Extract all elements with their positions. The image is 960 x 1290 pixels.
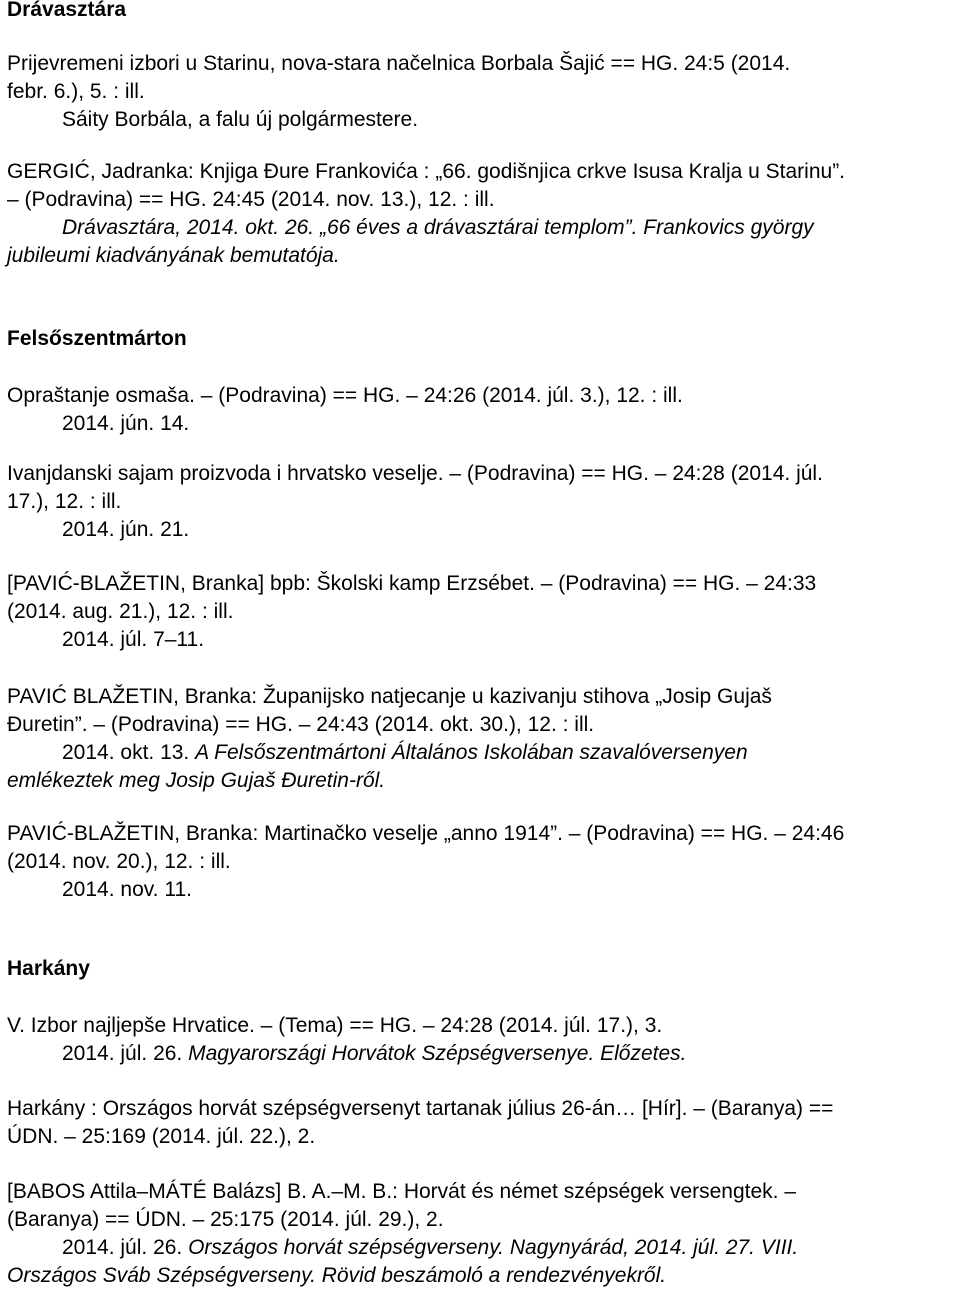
entry-line: Harkány : Országos horvát szépségversenyt tartanak július 26-án… [Hír]. – (Baranya) == [7, 1097, 834, 1120]
entry-line: PAVIĆ-BLAŽETIN, Branka: Martinačko veselje „anno 1914”. – (Podravina) == HG. – 24:46 [7, 822, 845, 845]
entry-line-mixed [7, 1040, 953, 1068]
entry-line: 17.), 12. : ill. [7, 490, 122, 513]
entry-line: 2014. jún. 14. [62, 412, 190, 435]
entry-horvat-es-nemet-szepsegek [7, 1178, 953, 1290]
entry-line: Országos Sváb Szépségverseny. Rövid beszámoló a rendezvényekről. [7, 1264, 667, 1287]
entry-skolski-kamp [7, 570, 953, 654]
entry-line: emlékeztek meg Josip Gujaš Đuretin-ről. [7, 769, 386, 792]
entry-line-mixed [7, 1234, 953, 1262]
entry-line: (2014. aug. 21.), 12. : ill. [7, 600, 234, 623]
entry-martinacko-veselje [7, 820, 953, 904]
entry-line: jubileumi kiadványának bemutatója. [7, 244, 340, 267]
entry-line: 2014. nov. 11. [62, 878, 192, 901]
entry-line: V. Izbor najljepše Hrvatice. – (Tema) == HG. – 24:28 (2014. júl. 17.), 3. [7, 1014, 663, 1037]
entry-line: Sáity Borbála, a falu új polgármestere. [62, 108, 419, 131]
entry-line: (2014. nov. 20.), 12. : ill. [7, 850, 231, 873]
entry-line: PAVIĆ BLAŽETIN, Branka: Županijsko natjecanje u kazivanju stihova „Josip Gujaš [7, 685, 772, 708]
entry-line: – (Podravina) == HG. 24:45 (2014. nov. 13.), 12. : ill. [7, 188, 495, 211]
entry-line: 2014. jún. 21. [62, 518, 190, 541]
entry-zupanijsko-natjecanje [7, 683, 953, 795]
entry-line: [PAVIĆ-BLAŽETIN, Branka] bpb: Školski kamp Erzsébet. – (Podravina) == HG. – 24:33 [7, 572, 817, 595]
entry-line-mixed [7, 739, 953, 767]
section-title-felsoszentmarton: Felsőszentmárton [7, 327, 187, 350]
entry-date: 2014. okt. 13. [62, 741, 196, 764]
section-title-harkany: Harkány [7, 957, 90, 980]
entry-gergic-knjiga [7, 158, 953, 270]
entry-annotation: Országos horvát szépségverseny. Nagynyárád, 2014. júl. 27. VIII. [188, 1236, 799, 1259]
section-title-dravasztara: Drávasztára [7, 0, 127, 21]
entry-prijevremeni-izbori [7, 50, 953, 134]
entry-ivanjdanski-sajam [7, 460, 953, 544]
entry-line: GERGIĆ, Jadranka: Knjiga Đure Frankovića : „66. godišnjica crkve Isusa Kralja u Starinu”. [7, 160, 846, 183]
entry-line: Prijevremeni izbori u Starinu, nova-stara načelnica Borbala Šajić == HG. 24:5 (2014. [7, 52, 791, 75]
entry-line: Ivanjdanski sajam proizvoda i hrvatsko veselje. – (Podravina) == HG. – 24:28 (2014. júl. [7, 462, 823, 485]
entry-line: ÚDN. – 25:169 (2014. júl. 22.), 2. [7, 1125, 316, 1148]
entry-oprastanje-osmasa [7, 382, 953, 438]
entry-line: febr. 6.), 5. : ill. [7, 80, 145, 103]
entry-orszagos-horvat-szepsegverseny [7, 1095, 953, 1151]
entry-annotation: A Felsőszentmártoni Általános Iskolában szavalóversenyen [195, 741, 748, 764]
entry-annotation: Magyarországi Horvátok Szépségversenye. Előzetes. [188, 1042, 687, 1065]
entry-line: Drávasztára, 2014. okt. 26. „66 éves a drávasztárai templom”. Frankovics györgy [62, 216, 814, 239]
entry-line: Đuretin”. – (Podravina) == HG. – 24:43 (2014. okt. 30.), 12. : ill. [7, 713, 595, 736]
entry-line: 2014. júl. 7–11. [62, 628, 205, 651]
entry-date: 2014. júl. 26. [62, 1236, 189, 1259]
entry-date: 2014. júl. 26. [62, 1042, 189, 1065]
entry-line: Opraštanje osmaša. – (Podravina) == HG. – 24:26 (2014. júl. 3.), 12. : ill. [7, 384, 683, 407]
entry-izbor-najljepse-hrvatice [7, 1012, 953, 1068]
entry-line: [BABOS Attila–MÁTÉ Balázs] B. A.–M. B.: Horvát és német szépségek versengtek. – [7, 1180, 797, 1203]
entry-line: (Baranya) == ÚDN. – 25:175 (2014. júl. 29.), 2. [7, 1208, 444, 1231]
